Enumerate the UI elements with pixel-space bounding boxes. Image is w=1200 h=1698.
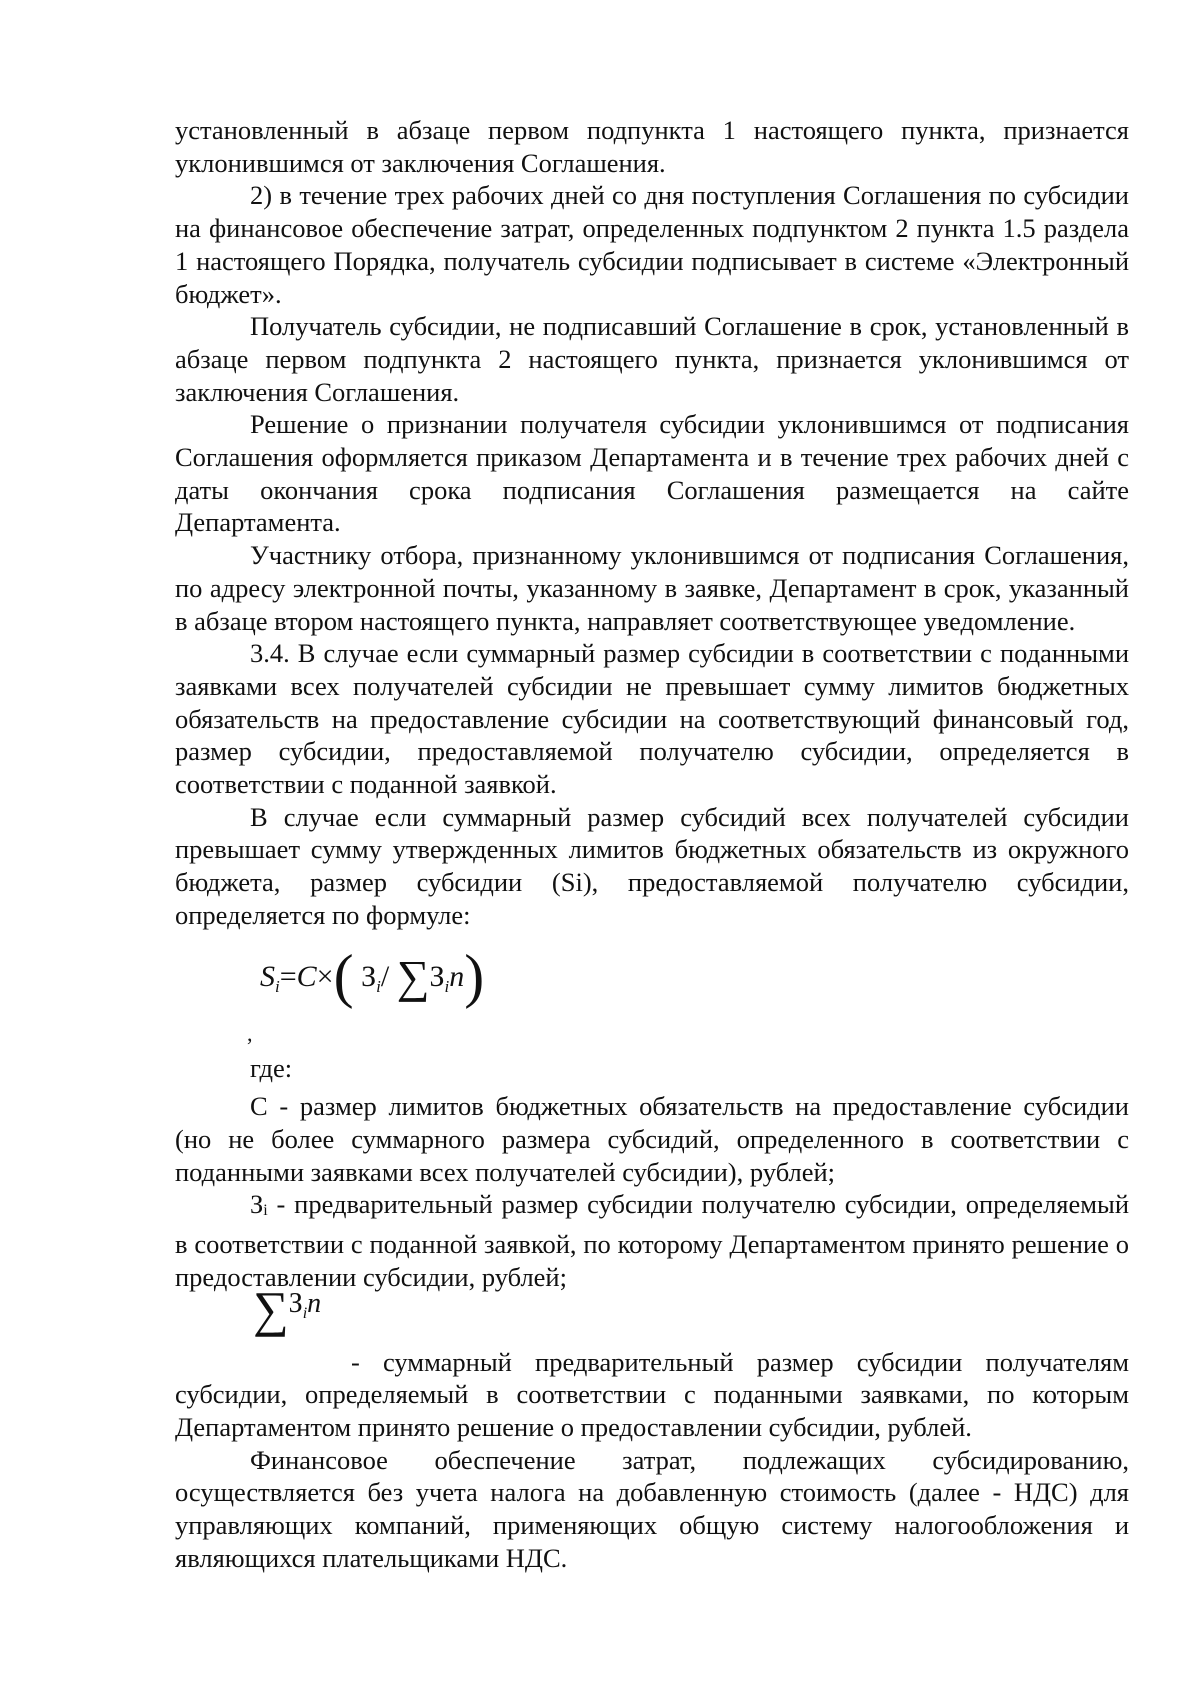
formula-z2-sub: i: [444, 976, 450, 996]
formula-z2: З: [429, 959, 445, 993]
sum-z: З: [288, 1287, 303, 1319]
formula-slash: /: [380, 959, 390, 993]
paragraph-7: В случае если суммарный размер субсидий всех получателей субсидии превышает сумму утвержденных лимитов бюджетных обязательств из окружного бюджета, размер субсидии (Si), предоставляемой получателю субсидии, определяется по формуле:: [175, 801, 1129, 930]
formula-c: C: [296, 959, 317, 993]
paragraph-3: Получатель субсидии, не подписавший Соглашение в срок, установленный в абзаце первом подпункта 2 настоящего пункта, признается уклонившимся от заключения Соглашения.: [175, 311, 1129, 407]
formula-eq: =: [279, 959, 297, 993]
paragraph-6: 3.4. В случае если суммарный размер субсидии в соответствии с поданными заявками всех получателей субсидии не превышает сумму лимитов бюджетных обязательств на предоставление субсидии на соответствующий финансовый год, размер субсидии, предоставляемой получателю субсидии, определяется в соответствии с поданной заявкой.: [175, 638, 1129, 800]
formula-expression: [260, 942, 485, 1009]
formula-n: n: [449, 959, 465, 993]
formula-lparen: (: [333, 942, 354, 1009]
zi-symbol: З: [250, 1189, 264, 1220]
formula-s-sub: i: [275, 976, 280, 996]
sum-sigma: ∑: [253, 1280, 289, 1337]
formula-z-sub: i: [376, 976, 381, 996]
formula-times: ×: [316, 959, 334, 993]
formula-sigma: ∑: [396, 950, 430, 1002]
paragraph-1: установленный в абзаце первом подпункта 1 настоящего пункта, признается уклонившимся от заключения Соглашения.: [175, 115, 1129, 178]
zi-subscript: i: [263, 1202, 268, 1220]
document-body: [175, 114, 1129, 1574]
sum-symbol-row: [175, 1280, 1129, 1346]
sum-n: n: [307, 1287, 322, 1319]
formula-comma: ,: [247, 1020, 253, 1046]
where-label: где:: [250, 1052, 293, 1083]
sum-symbol: [253, 1280, 322, 1337]
paragraph-4: Решение о признании получателя субсидии уклонившимся от подписания Соглашения оформляется приказом Департамента и в течение трех рабочих дней с даты окончания срока подписания Соглашения размещается на сайте Департамента.: [175, 409, 1129, 538]
paragraph-2: 2) в течение трех рабочих дней со дня поступления Соглашения по субсидии на финансовое обеспечение затрат, определенных подпунктом 2 пункта 1.5 раздела 1 настоящего Порядка, получатель субсидии подписывает в системе «Электронный бюджет».: [175, 180, 1129, 309]
formula-s: S: [260, 959, 275, 993]
sum-i: i: [302, 1304, 308, 1322]
formula-rparen: ): [464, 942, 485, 1009]
paragraph-5: Участнику отбора, признанному уклонившимся от подписания Соглашения, по адресу электронной почты, указанному в заявке, Департамент в срок, указанный в абзаце втором настоящего пункта, направляет соответствующее уведомление.: [175, 540, 1129, 636]
zi-text: - предварительный размер субсидии получателю субсидии, определяемый в соответствии с поданной заявкой, по которому Департаментом принято решение о предоставлении субсидии, рублей;: [175, 1189, 1129, 1292]
formula-z: З: [361, 959, 377, 993]
paragraph-zi-definition: [175, 1188, 1129, 1293]
paragraph-c-definition: С - размер лимитов бюджетных обязательств на предоставление субсидии (но не более суммарного размера субсидий, определенного в соответствии с поданными заявками всех получателей субсидии), рублей;: [175, 1091, 1129, 1187]
paragraph-sum-definition: - суммарный предварительный размер субсидии получателям субсидии, определяемый в соответствии с поданными заявками, по которым Департаментом принято решение о предоставлении субсидии, рублей.: [175, 1346, 1129, 1442]
paragraph-vat: Финансовое обеспечение затрат, подлежащих субсидированию, осуществляется без учета налога на добавленную стоимость (далее - НДС) для управляющих компаний, применяющих общую систему налогообложения и являющихся плательщиками НДС.: [175, 1444, 1129, 1573]
subsidy-formula: [175, 932, 1129, 1052]
